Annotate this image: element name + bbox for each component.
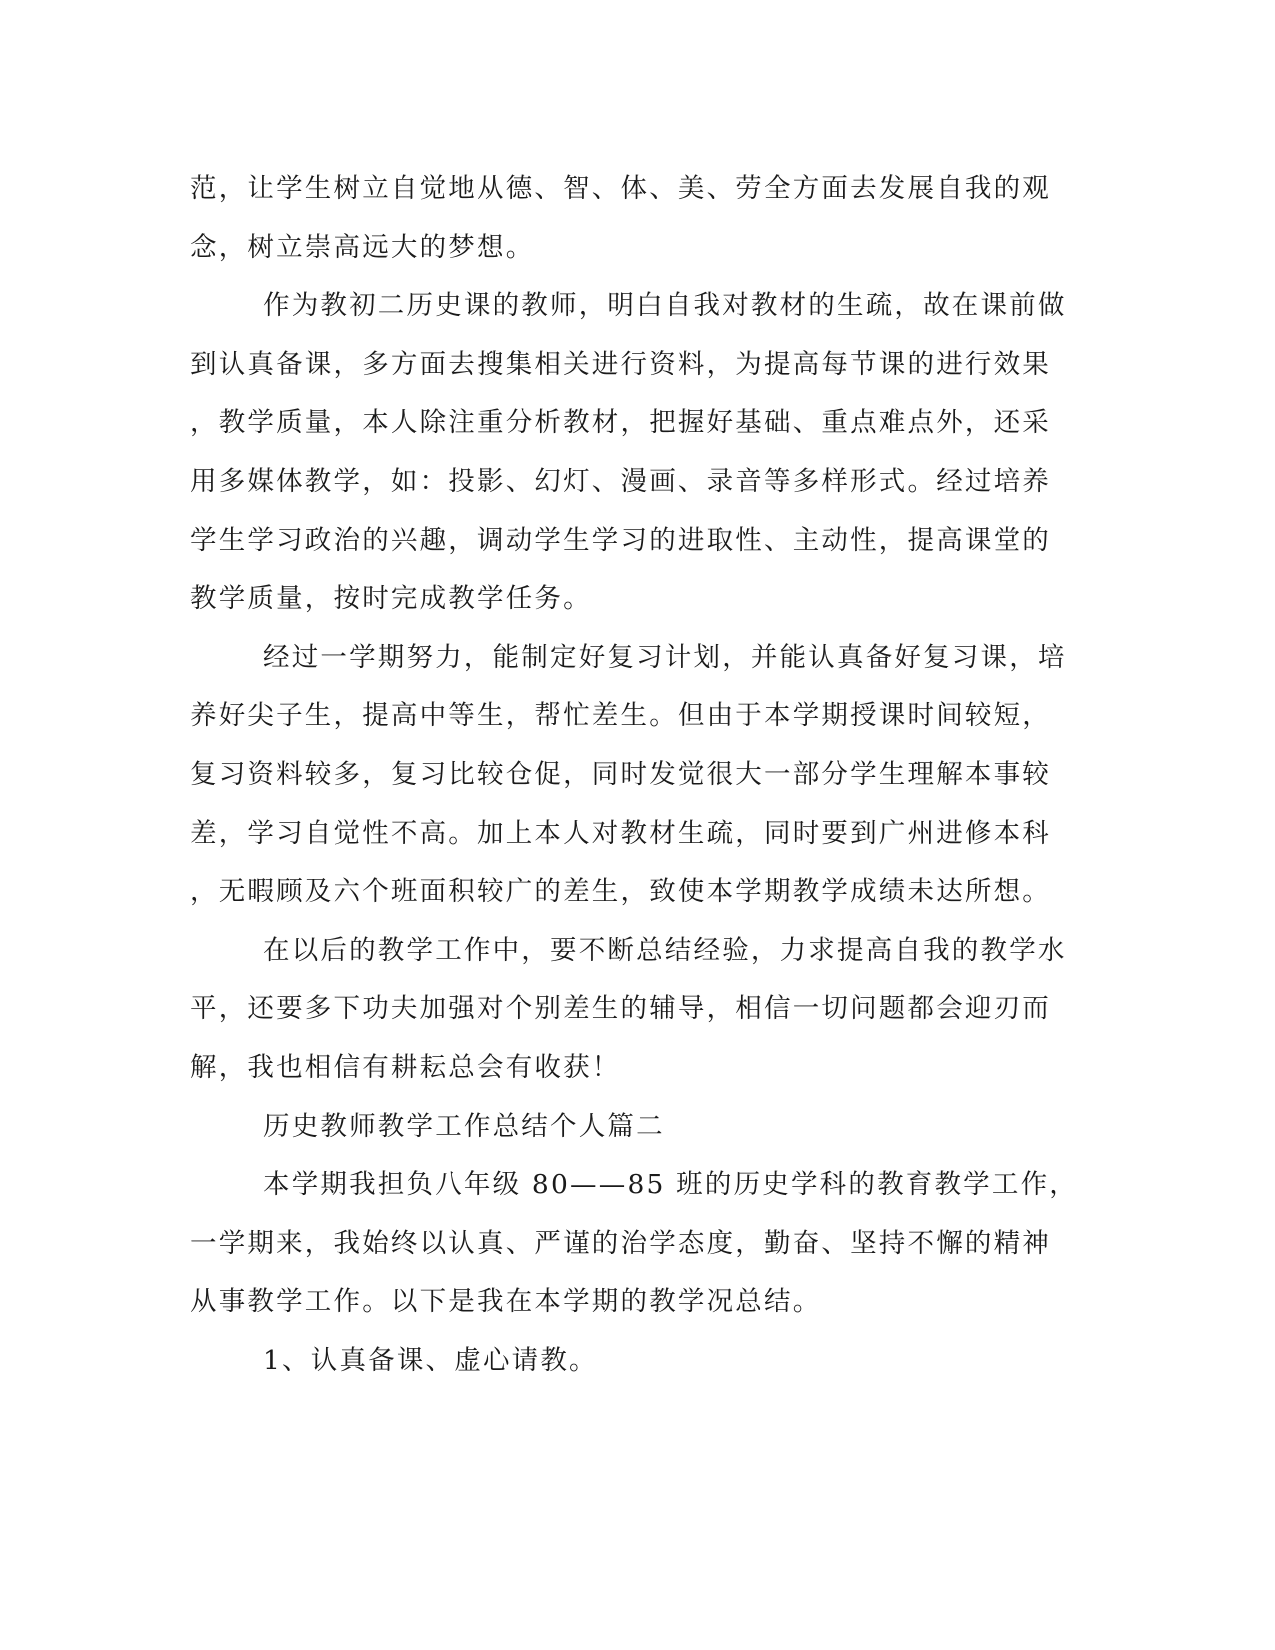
text-line: 用多媒体教学，如：投影、幻灯、漫画、录音等多样形式。经过培养 (190, 465, 1051, 497)
text-line: 从事教学工作。以下是我在本学期的教学况总结。 (190, 1286, 822, 1318)
text-line: 念，树立崇高远大的梦想。 (190, 231, 535, 263)
text-line: 复习资料较多，复习比较仓促，同时发觉很大一部分学生理解本事较 (190, 758, 1051, 790)
text-line: 平，还要多下功夫加强对个别差生的辅导，相信一切问题都会迎刃而 (190, 993, 1051, 1025)
text-line: ，无暇顾及六个班面积较广的差生，致使本学期教学成绩未达所想。 (190, 876, 1051, 908)
text-line: 教学质量，按时完成教学任务。 (190, 583, 592, 615)
text-line: 范，让学生树立自觉地从德、智、体、美、劳全方面去发展自我的观 (190, 173, 1051, 204)
section-heading: 历史教师教学工作总结个人篇二 (263, 1110, 665, 1142)
text-line: 解，我也相信有耕耘总会有收获！ (190, 1051, 621, 1083)
text-line: ，教学质量，本人除注重分析教材，把握好基础、重点难点外，还采 (190, 407, 1051, 439)
body-text (190, 160, 1080, 1390)
paragraph-first-line: 经过一学期努力，能制定好复习计划，并能认真备好复习课，培 (263, 641, 1067, 673)
text-line: 到认真备课，多方面去搜集相关进行资料，为提高每节课的进行效果 (190, 348, 1051, 380)
paragraph-first-line: 作为教初二历史课的教师，明白自我对教材的生疏，故在课前做 (263, 290, 1067, 322)
paragraph-first-line: 在以后的教学工作中，要不断总结经验，力求提高自我的教学水 (263, 934, 1067, 966)
paragraph-first-line: 本学期我担负八年级 80——85 班的历史学科的教育教学工作， (263, 1169, 1078, 1201)
text-line: 养好尖子生，提高中等生，帮忙差生。但由于本学期授课时间较短， (190, 700, 1051, 732)
text-line: 一学期来，我始终以认真、严谨的治学态度，勤奋、坚持不懈的精神 (190, 1227, 1051, 1259)
text-line: 差，学习自觉性不高。加上本人对教材生疏，同时要到广州进修本科 (190, 817, 1051, 849)
numbered-item: 1、认真备课、虚心请教。 (263, 1344, 598, 1376)
text-line: 学生学习政治的兴趣，调动学生学习的进取性、主动性，提高课堂的 (190, 524, 1051, 556)
